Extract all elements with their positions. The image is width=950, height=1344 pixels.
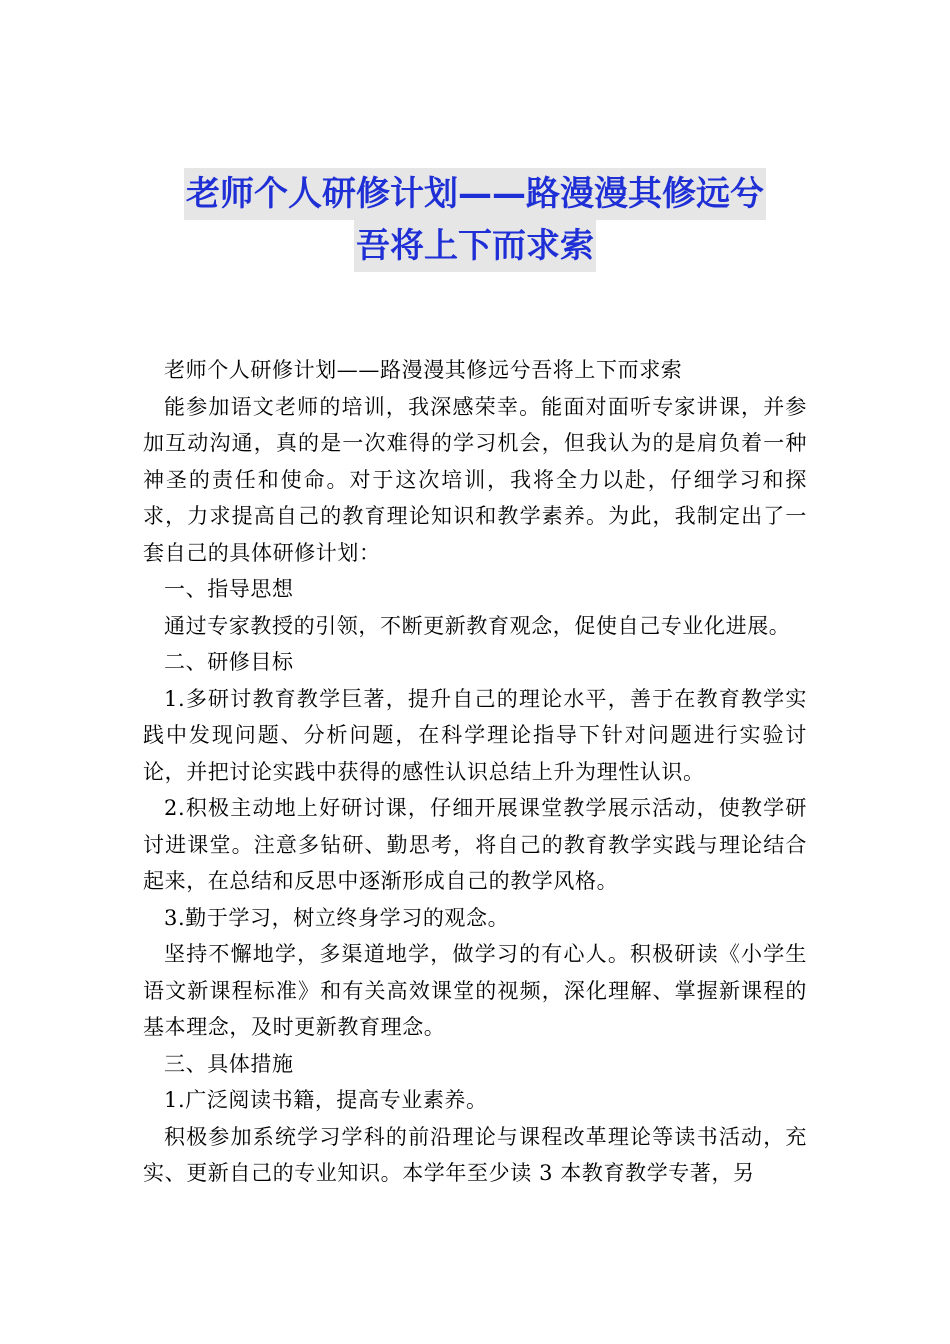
paragraph-heading-repeat: 老师个人研修计划——路漫漫其修远兮吾将上下而求索	[164, 358, 683, 382]
section-heading-3: 三、具体措施	[164, 1051, 294, 1076]
paragraph-study: 坚持不懈地学，多渠道地学，做学习的有心人。积极研读《小学生语文新课程标准》和有关高效课堂的视频，深化理解、掌握新课程的基本理念，及时更新教育理念。	[143, 942, 807, 1039]
section-heading-2: 二、研修目标	[164, 650, 294, 674]
document-title	[100, 168, 850, 272]
paragraph-intro: 能参加语文老师的培训，我深感荣幸。能面对面听专家讲课，并参加互动沟通，真的是一次难得的学习机会，但我认为的是肩负着一种神圣的责任和使命。对于这次培训，我将全力以赴，仔细学习和探求，力求提高自己的教育理论知识和教学素养。为此，我制定出了一套自己的具体研修计划：	[143, 394, 807, 565]
section-heading-1: 一、指导思想	[164, 577, 294, 601]
goal-item-3: 3.勤于学习，树立终身学习的观念。	[164, 905, 510, 930]
title-line-2: 吾将上下而求索	[354, 220, 596, 272]
goal-item-2: 2.积极主动地上好研讨课，仔细开展课堂教学展示活动，使教学研讨进课堂。注意多钻研、勤思考，将自己的教育教学实践与理论结合起来，在总结和反思中逐渐形成自己的教学风格。	[143, 796, 807, 893]
measure-item-1: 1.广泛阅读书籍，提高专业素养。	[164, 1088, 488, 1112]
goal-item-1: 1.多研讨教育教学巨著，提升自己的理论水平，善于在教育教学实践中发现问题、分析问题，在科学理论指导下针对问题进行实验讨论，并把讨论实践中获得的感性认识总结上升为理性认识。	[143, 686, 807, 784]
title-line-1: 老师个人研修计划——路漫漫其修远兮	[184, 168, 766, 220]
document-body	[143, 352, 807, 1192]
paragraph-reading: 积极参加系统学习学科的前沿理论与课程改革理论等读书活动，充实、更新自己的专业知识。本学年至少读 3 本教育教学专著，另	[143, 1124, 807, 1185]
paragraph-guiding: 通过专家教授的引领，不断更新教育观念，促使自己专业化进展。	[164, 613, 791, 638]
